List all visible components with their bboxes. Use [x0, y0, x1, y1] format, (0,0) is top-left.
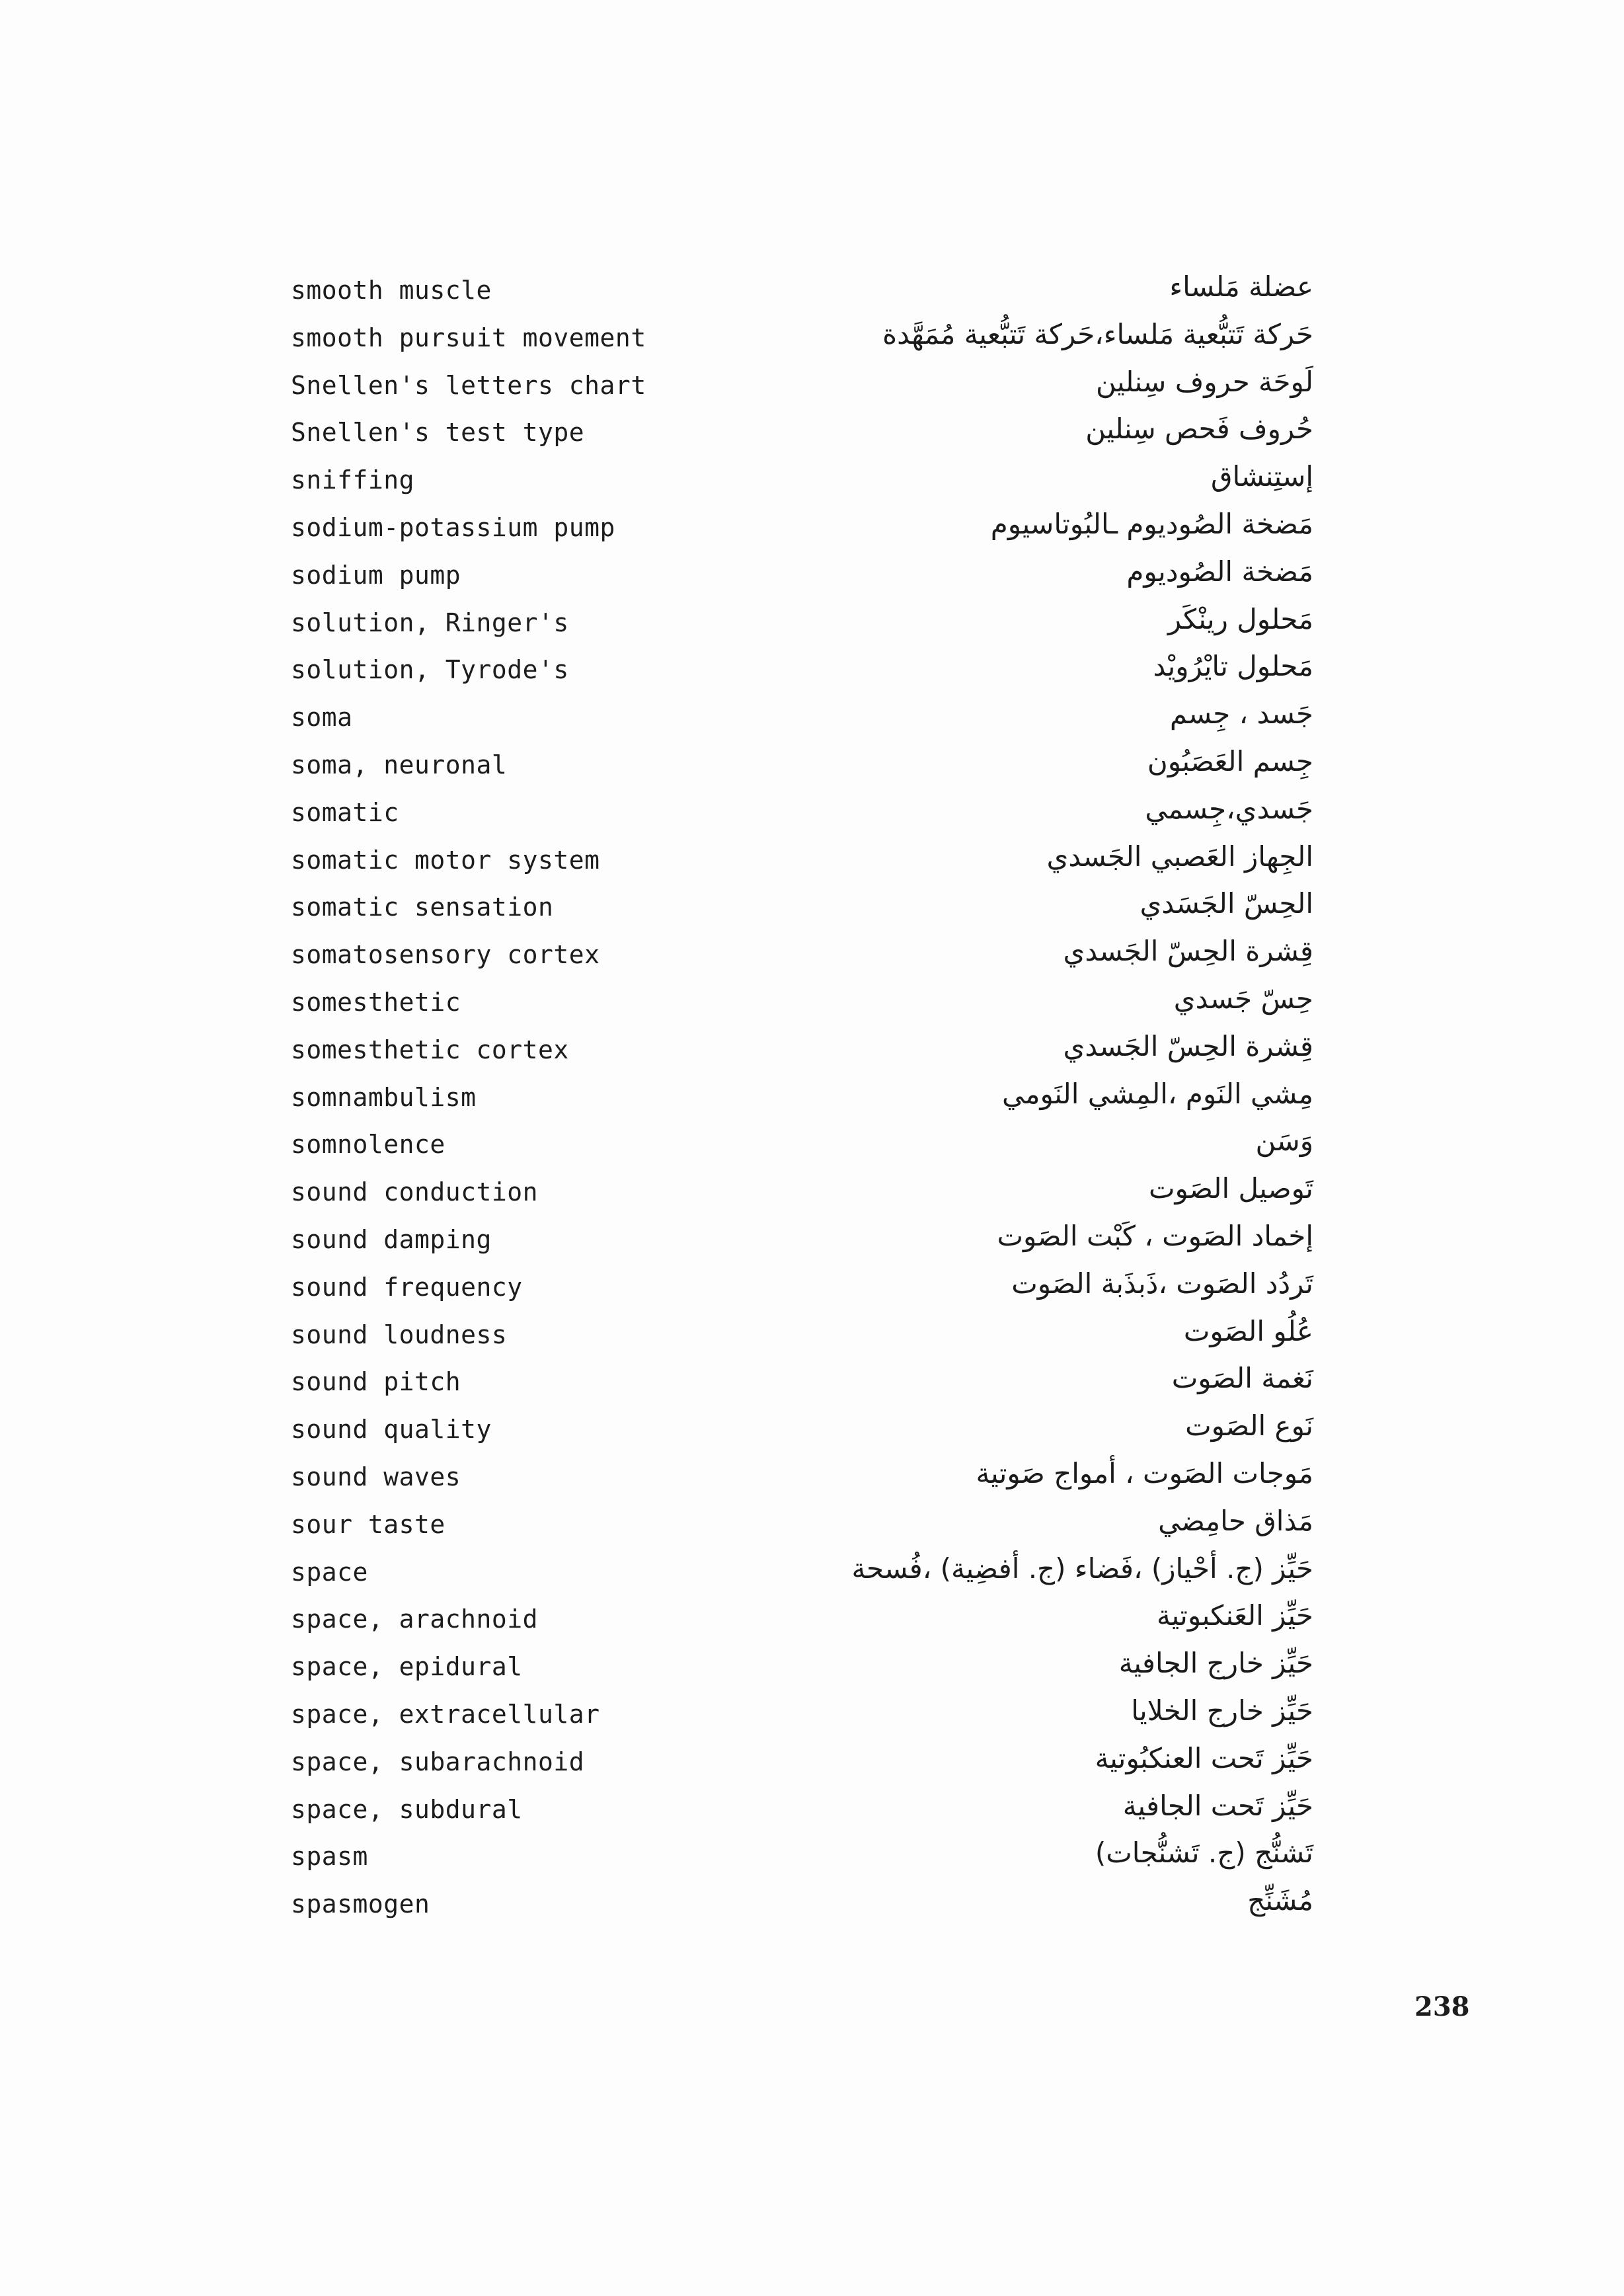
english-term: sodium-potassium pump [291, 512, 615, 542]
arabic-translation: مَضخة الصُوديوم ـالبُوتاسيوم [990, 507, 1313, 540]
english-term: sniffing [291, 465, 415, 495]
glossary-entry [0, 1169, 1624, 1217]
glossary-entry [0, 695, 1624, 742]
english-term: sour taste [291, 1509, 445, 1539]
glossary-entry [0, 600, 1624, 648]
glossary-entry [0, 1217, 1624, 1265]
english-term: soma, neuronal [291, 750, 508, 779]
arabic-translation: مَحلول تايْرُويْد [1153, 650, 1313, 683]
arabic-translation: مَذاق حامِضي [1158, 1504, 1313, 1537]
arabic-translation: الجِهاز العَصبي الجَسدي [1046, 840, 1313, 873]
english-term: smooth muscle [291, 276, 492, 305]
english-term: sound loudness [291, 1320, 508, 1349]
glossary-entry [0, 1407, 1624, 1454]
glossary-entry [0, 1787, 1624, 1835]
english-term: solution, Tyrode's [291, 655, 569, 685]
arabic-translation: مِشي النَوم ،المِشي النَومي [1002, 1077, 1313, 1110]
arabic-translation: لَوحَة حروف سِنلين [1095, 365, 1313, 398]
glossary-entry [0, 1644, 1624, 1692]
glossary-entry [0, 1597, 1624, 1644]
arabic-translation: حَيِّز (ج. أحْياز) ،فَضاء (ج. أفضِية) ،فُسحة [851, 1552, 1313, 1585]
english-term: sodium pump [291, 560, 461, 590]
arabic-translation: نَوع الصَوت [1185, 1409, 1313, 1443]
english-term: somatic [291, 797, 399, 827]
arabic-translation: نَغمة الصَوت [1171, 1362, 1313, 1395]
english-term: Snellen's letters chart [291, 370, 646, 400]
arabic-translation: جَسدي،جِسمي [1145, 792, 1313, 825]
glossary-entry [0, 363, 1624, 411]
english-term: somatic sensation [291, 892, 554, 922]
arabic-translation: مَضخة الصُوديوم [1126, 555, 1313, 588]
glossary-entry [0, 1692, 1624, 1739]
english-term: sound damping [291, 1224, 492, 1254]
arabic-translation: حَركة تَتبُّعية مَلساء،حَركة تَتبُّعية مُمَهَّدة [882, 317, 1313, 350]
glossary-entry [0, 1027, 1624, 1075]
glossary-entry [0, 1265, 1624, 1312]
arabic-translation: إستِنشاق [1210, 460, 1313, 493]
glossary-entry [0, 980, 1624, 1027]
arabic-translation: تَشنُّج (ج. تَشنُّجات) [1095, 1837, 1313, 1870]
glossary-entry [0, 1075, 1624, 1123]
glossary-entry [0, 1359, 1624, 1407]
english-term: space [291, 1557, 368, 1587]
glossary-entry [0, 885, 1624, 932]
arabic-translation: جَسد ، جِسم [1169, 697, 1313, 731]
glossary-entry [0, 742, 1624, 790]
arabic-translation: قِشرة الحِسّ الجَسدي [1063, 1029, 1313, 1062]
english-term: smooth pursuit movement [291, 323, 646, 352]
glossary-entry [0, 1502, 1624, 1550]
glossary-entry [0, 553, 1624, 600]
arabic-translation: حَيِّز خارج الخلايا [1131, 1694, 1313, 1727]
english-term: solution, Ringer's [291, 608, 569, 637]
glossary-entry [0, 457, 1624, 505]
glossary-entry [0, 1312, 1624, 1360]
glossary-list [0, 268, 1624, 1929]
english-term: somatic motor system [291, 845, 600, 875]
arabic-translation: جِسم العَصَبُون [1147, 744, 1313, 777]
arabic-translation: وَسَن [1255, 1125, 1313, 1158]
glossary-entry [0, 505, 1624, 553]
glossary-entry [0, 268, 1624, 315]
arabic-translation: مُشَنِّج [1247, 1884, 1313, 1917]
english-term: soma [291, 703, 353, 732]
glossary-entry [0, 1834, 1624, 1881]
arabic-translation: الحِسّ الجَسَدي [1140, 887, 1313, 920]
english-term: somnolence [291, 1130, 445, 1160]
arabic-translation: مَحلول رينْكَر [1167, 602, 1313, 635]
english-term: space, extracellular [291, 1699, 600, 1729]
glossary-entry [0, 1122, 1624, 1169]
english-term: spasm [291, 1842, 368, 1872]
glossary-entry [0, 315, 1624, 363]
english-term: sound waves [291, 1462, 461, 1491]
english-term: space, epidural [291, 1652, 523, 1682]
english-term: somesthetic [291, 987, 461, 1017]
english-term: somesthetic cortex [291, 1035, 569, 1064]
arabic-translation: مَوجات الصَوت ، أمواج صَوتية [976, 1456, 1313, 1489]
glossary-entry [0, 1739, 1624, 1787]
glossary-entry [0, 1881, 1624, 1929]
english-term: space, subarachnoid [291, 1747, 585, 1776]
english-term: sound frequency [291, 1272, 523, 1302]
arabic-translation: عُلُو الصَوت [1183, 1314, 1313, 1347]
english-term: Snellen's test type [291, 418, 585, 448]
arabic-translation: حَيِّز تَحت العنكبُوتية [1095, 1741, 1313, 1774]
glossary-entry [0, 1454, 1624, 1502]
arabic-translation: تَردُد الصَوت ،ذَبذَبة الصَوت [1011, 1267, 1313, 1300]
arabic-translation: عضلة مَلساء [1169, 270, 1313, 303]
english-term: sound pitch [291, 1367, 461, 1397]
arabic-translation: حِسّ جَسدي [1173, 982, 1313, 1015]
arabic-translation: حَيِّز تَحت الجافية [1122, 1789, 1313, 1822]
english-term: sound quality [291, 1415, 492, 1445]
glossary-entry [0, 410, 1624, 457]
glossary-entry [0, 932, 1624, 980]
glossary-entry [0, 838, 1624, 885]
arabic-translation: إخماد الصَوت ، كَبْت الصَوت [997, 1219, 1313, 1252]
english-term: sound conduction [291, 1177, 539, 1207]
arabic-translation: حَيِّز خارج الجافية [1118, 1647, 1313, 1680]
arabic-translation: قِشرة الحِسّ الجَسدي [1063, 935, 1313, 968]
arabic-translation: حَيِّز العَنكبوتية [1156, 1599, 1313, 1632]
arabic-translation: حُروف فَحص سِنلين [1085, 413, 1313, 446]
page-number: 238 [1414, 1991, 1470, 2022]
english-term: somatosensory cortex [291, 940, 600, 970]
english-term: spasmogen [291, 1889, 430, 1919]
english-term: somnambulism [291, 1082, 477, 1112]
english-term: space, arachnoid [291, 1604, 539, 1634]
glossary-entry [0, 1550, 1624, 1597]
english-term: space, subdural [291, 1794, 523, 1824]
arabic-translation: تَوصيل الصَوت [1148, 1172, 1313, 1205]
glossary-entry [0, 790, 1624, 838]
glossary-entry [0, 647, 1624, 695]
